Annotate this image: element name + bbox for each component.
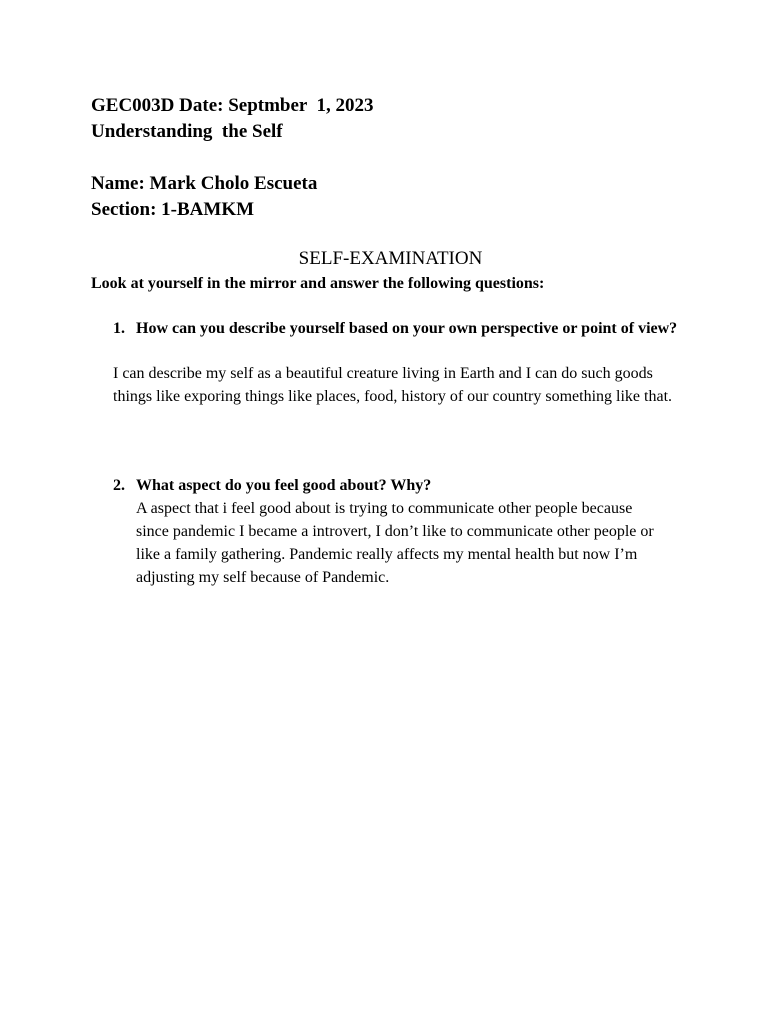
answer-1: I can describe my self as a beautiful creature living in Earth and I can do such goods things like exporing things like places, food, history of our country something like that. xyxy=(113,365,673,405)
question-1-text: How can you describe yourself based on your own perspective or point of view? xyxy=(136,320,678,337)
question-2-number: 2. xyxy=(113,477,125,494)
course-date-line: GEC003D Date: Septmber 1, 2023 xyxy=(91,95,374,116)
section-line: Section: 1-BAMKM xyxy=(91,199,255,220)
instruction-text: Look at yourself in the mirror and answer the following questions: xyxy=(91,275,545,292)
question-1-number: 1. xyxy=(113,320,125,337)
student-name-line: Name: Mark Cholo Escueta xyxy=(91,173,318,194)
page-title: SELF-EXAMINATION xyxy=(298,248,483,269)
course-title-line: Understanding the Self xyxy=(91,121,283,142)
question-2-text: What aspect do you feel good about? Why? xyxy=(136,477,432,494)
answer-2: A aspect that i feel good about is trying to communicate other people because since pandemic I became a introvert, I don’t like to communicate other people or like a family gathering. Pandemic really affects my mental health but now I’m adjusting my self because of Pandemic. xyxy=(136,500,654,586)
